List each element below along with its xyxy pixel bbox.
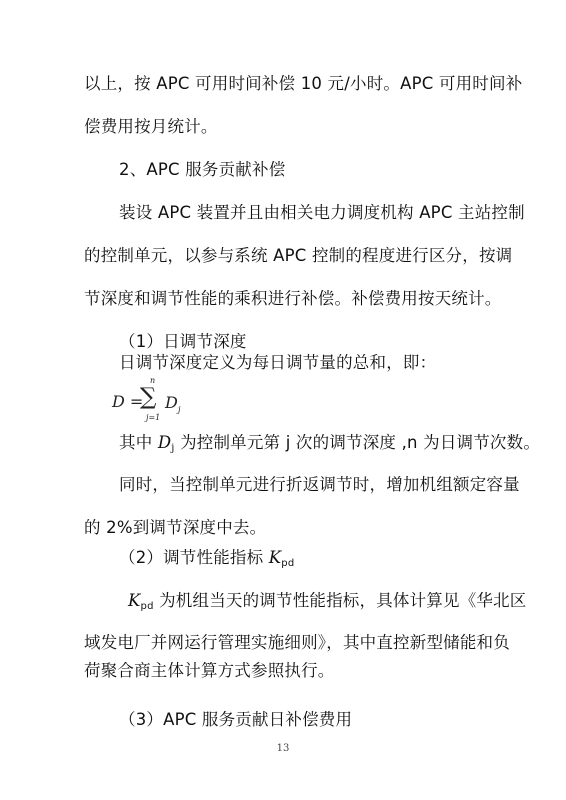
- summation-lower-limit: j=1: [146, 413, 161, 422]
- formula-term-subscript: j: [178, 405, 181, 414]
- formula-term: D: [165, 393, 178, 412]
- paragraph-line: 节深度和调节性能的乘积进行补偿。补偿费用按天统计。: [84, 289, 502, 308]
- paragraph-line: 以上，按 APC 可用时间补偿 10 元/小时。APC 可用时间补: [84, 74, 523, 93]
- subheading: （1）日调节深度: [119, 332, 247, 351]
- variable-k: K: [268, 548, 282, 567]
- subheading: [119, 547, 294, 575]
- formula-lhs: D =: [112, 392, 144, 411]
- paragraph-line: 域发电厂并网运行管理实施细则》，其中直控新型储能和负: [84, 633, 510, 652]
- definition-suffix: 为控制单元第 j 次的调节深度 ,n 为日调节次数。: [180, 433, 541, 452]
- variable-d: D: [157, 433, 172, 452]
- summation-symbol: ∑: [140, 384, 157, 410]
- variable-subscript-j: j: [171, 443, 175, 454]
- subheading-text: （2）调节性能指标: [119, 548, 264, 567]
- section-heading: 2、APC 服务贡献补偿: [119, 160, 286, 179]
- paragraph-line: 同时，当控制单元进行折返调节时，增加机组额定容量: [119, 475, 520, 494]
- subheading: （3）APC 服务贡献日补偿费用: [119, 710, 353, 729]
- variable-subscript-pd: pd: [281, 558, 295, 569]
- definition-line: [119, 432, 540, 460]
- paragraph-line: 荷聚合商主体计算方式参照执行。: [84, 661, 335, 680]
- variable-k: K: [128, 591, 141, 610]
- paragraph-line: 装设 APC 装置并且由相关电力调度机构 APC 主站控制: [119, 203, 525, 222]
- variable-subscript-pd: pd: [140, 601, 154, 612]
- paragraph-line: 的 2%到调节深度中去。: [84, 518, 267, 537]
- paragraph-line: 日调节深度定义为每日调节量的总和，即：: [119, 353, 437, 372]
- depth-formula: [112, 376, 202, 432]
- paragraph-line: 偿费用按月统计。: [84, 117, 218, 136]
- definition-prefix: 其中: [119, 433, 153, 452]
- paragraph-line: 的控制单元，以参与系统 APC 控制的程度进行区分，按调: [84, 246, 513, 265]
- page-number: 13: [276, 743, 290, 754]
- paragraph-line: [128, 590, 527, 618]
- summation-upper-limit: n: [150, 376, 156, 385]
- paragraph-text: 为机组当天的调节性能指标，具体计算见《华北区: [159, 591, 527, 610]
